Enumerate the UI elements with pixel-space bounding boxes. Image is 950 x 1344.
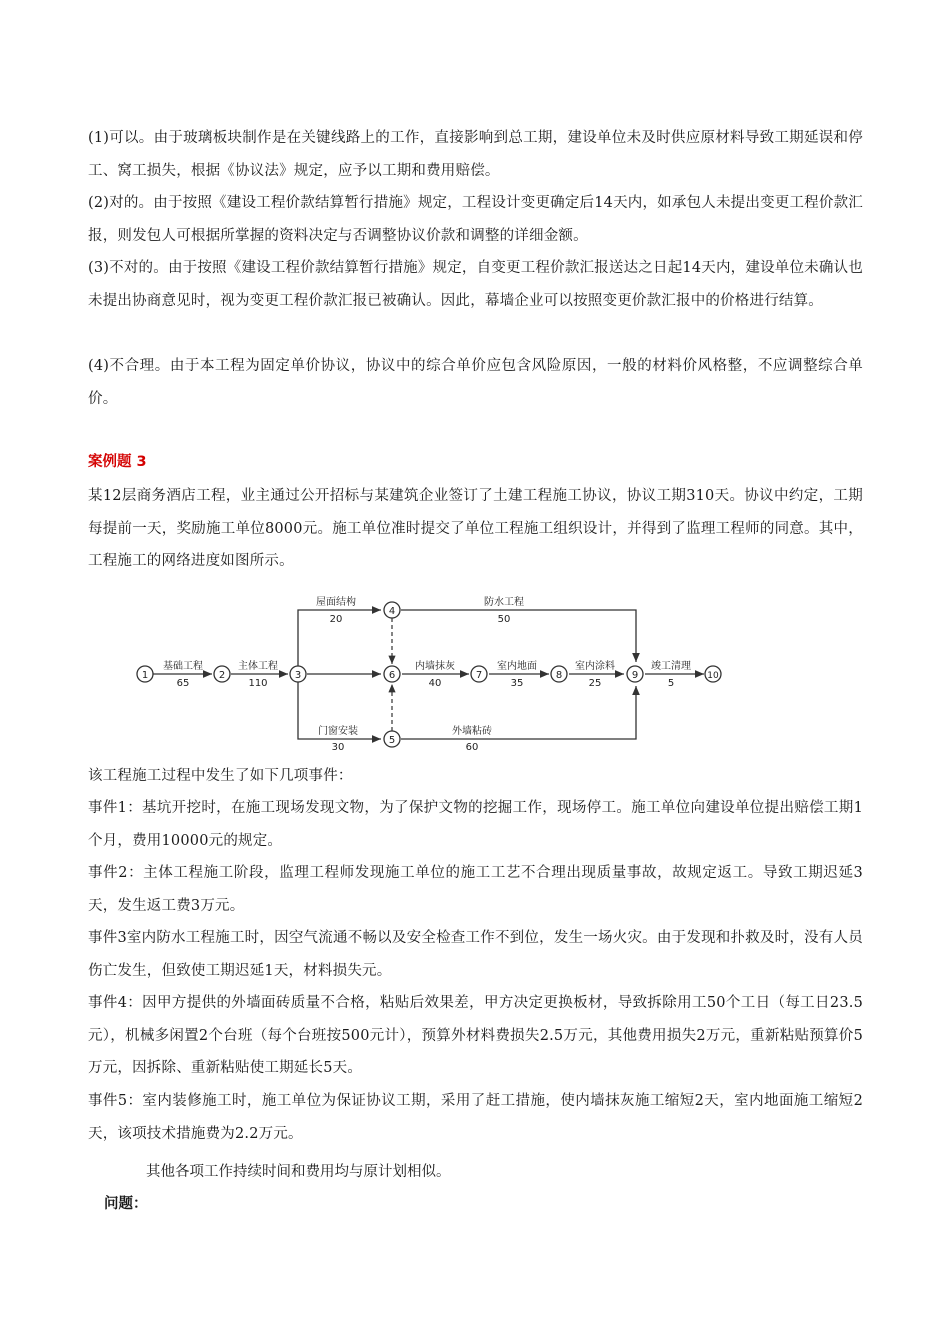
node-label: 3 [294,670,302,681]
event-5: 事件5：室内装修施工时，施工单位为保证协议工期，采用了赶工措施，使内墙抹灰施工缩短2天，室内地面施工缩短2天，该项技术措施费为2.2万元。 [88,1093,863,1142]
activity-name: 外墙粘砖 [452,726,492,737]
activity-name: 竣工清理 [651,661,691,672]
node-label: 6 [388,670,396,681]
event-4: 事件4：因甲方提供的外墙面砖质量不合格，粘贴后效果差，甲方决定更换板材，导致拆除用工50个工日（每工日23.5元），机械多闲置2个台班（每个台班按500元计），预算外材料费损失2.5万元，其他费用损失2万元，重新粘贴预算价5万元，因拆除、重新粘贴使工期延长5天。 [88,995,863,1076]
node-label: 1 [141,670,149,681]
activity-name: 基础工程 [163,661,203,672]
activity-name: 门窗安装 [318,726,358,737]
node-label: 9 [631,670,639,681]
edge-5-9 [401,686,636,739]
other-note: 其他各项工作持续时间和费用均与原计划相似。 [146,1164,451,1180]
question-label: 问题： [104,1196,148,1212]
node-label: 5 [388,735,396,746]
activity-duration: 65 [176,678,190,689]
network-edges [153,610,704,739]
activity-duration: 40 [428,678,442,689]
edge-4-9 [401,610,636,662]
node-label: 10 [707,671,719,681]
activity-name: 防水工程 [484,597,524,608]
network-schedule-diagram [126,580,746,750]
node-label: 7 [475,670,483,681]
activity-duration: 5 [667,678,675,689]
activity-duration: 25 [588,678,602,689]
case-heading: 案例题 3 [88,454,147,470]
node-label: 4 [388,606,396,617]
answer-2: (2)对的。由于按照《建设工程价款结算暂行措施》规定，工程设计变更确定后14天内，如承包人未提出变更工程价款汇报，则发包人可根据所掌握的资料决定与否调整协议价款和调整的详细金额。 [88,195,863,244]
events-intro: 该工程施工过程中发生了如下几项事件： [88,768,353,784]
answer-1: (1)可以。由于玻璃板块制作是在关键线路上的工作，直接影响到总工期，建设单位未及时供应原材料导致工期延误和停工、窝工损失，根据《协议法》规定，应予以工期和费用赔偿。 [88,130,863,179]
activity-duration: 35 [510,678,524,689]
activity-duration: 20 [329,614,343,625]
event-1: 事件1：基坑开挖时，在施工现场发现文物，为了保护文物的挖掘工作，现场停工。施工单位向建设单位提出赔偿工期1个月，费用10000元的规定。 [88,800,863,849]
activity-duration: 30 [331,742,345,750]
node-label: 8 [555,670,563,681]
network-activity-labels [163,595,691,750]
activity-duration: 110 [248,678,268,689]
activity-name: 室内涂料 [575,661,615,672]
case-intro: 某12层商务酒店工程，业主通过公开招标与某建筑企业签订了土建工程施工协议，协议工期310天。协议中约定，工期每提前一天，奖励施工单位8000元。施工单位准时提交了单位工程施工组织设计，并得到了监理工程师的同意。其中，工程施工的网络进度如图所示。 [88,488,863,569]
activity-name: 室内地面 [497,661,537,672]
activity-name: 主体工程 [238,661,278,672]
event-2: 事件2：主体工程施工阶段，监理工程师发现施工单位的施工工艺不合理出现质量事故，故规定返工。导致工期迟延3天，发生返工费3万元。 [88,865,863,914]
answer-4: (4)不合理。由于本工程为固定单价协议，协议中的综合单价应包含风险原因，一般的材料价风格整，不应调整综合单价。 [88,358,863,407]
activity-name: 屋面结构 [316,597,356,608]
node-label: 2 [218,670,226,681]
activity-duration: 50 [497,614,511,625]
event-3: 事件3室内防水工程施工时，因空气流通不畅以及安全检查工作不到位，发生一场火灾。由于发现和扑救及时，没有人员伤亡发生，但致使工期迟延1天，材料损失元。 [88,930,863,979]
answer-3: (3)不对的。由于按照《建设工程价款结算暂行措施》规定，自变更工程价款汇报送达之日起14天内，建设单位未确认也未提出协商意见时，视为变更工程价款汇报已被确认。因此，幕墙企业可以按照变更价款汇报中的价格进行结算。 [88,260,863,309]
activity-duration: 60 [465,742,479,750]
activity-name: 内墙抹灰 [415,661,455,672]
